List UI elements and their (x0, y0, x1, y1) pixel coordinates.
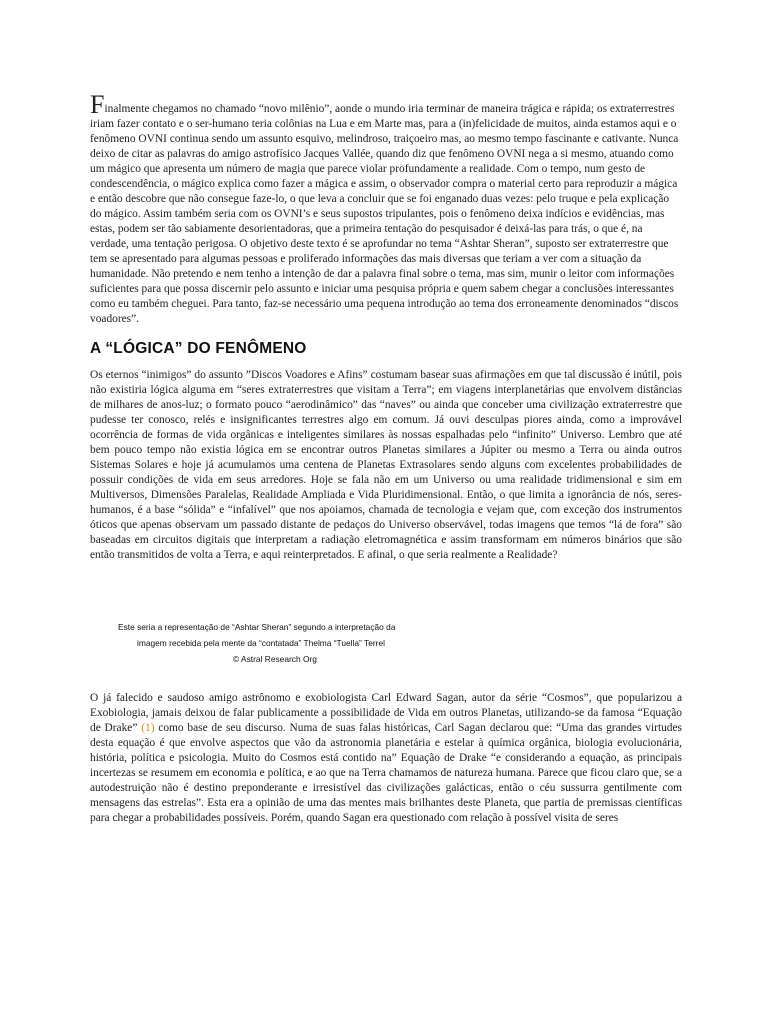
sagan-text-before: O já falecido e saudoso amigo astrônomo e exobiologista Carl Edward Sagan, autor da série “Cosmos”, que popularizou a Exobiologia, jamais deixou de falar publicamente a possibilidade de Vida em outros Planetas, utilizando-se da famosa “Equação de Drake” (90, 692, 682, 734)
footnote-reference-link[interactable]: (1) (141, 722, 155, 734)
caption-credit: © Astral Research Org (233, 654, 317, 664)
intro-text: inalmente chegamos no chamado “novo milênio”, aonde o mundo iria terminar de maneira trágica e rápida; os extraterrestres iriam fazer contato e o ser-humano teria colônias na Lua e em Marte mas, para a (in)felicidade de muitos, ainda estamos aqui e o fenômeno OVNI continua sendo um assunto esquivo, melindroso, traiçoeiro mas, ao mesmo tempo fascinante e cativante. Nunca deixo de citar as palavras do amigo astrofísico Jacques Vallée, quando diz que fenômeno OVNI nega a si mesmo, atuando como um mágico que apresenta um número de magia que parece violar profundamente a realidade. Com o tempo, num gesto de condescendência, o mágico explica como fazer a mágica e assim, o observador compra o material certo para reproduzir a mágica e então descobre que não consegue faze-lo, o que leva a concluir que se foi enganado duas vezes: pelo truque e pela explicação do mágico. Assim também seria com os OVNI’s e seus supostos tripulantes, pois o fenômeno deixa indícios e evidências, mas estas, podem ser tão sabiamente desorientadoras, que a primeira tentação do pesquisador é deixá-las para trás, o que é, na verdade, uma tentação perigosa. O objetivo deste texto é se aprofundar no tema “Ashtar Sheran”, suposto ser extraterrestre que tem se apresentado para algumas pessoas e proliferado informações das mais diversas que teriam a ver com a situação da humanidade. Não pretendo e nem tenho a intenção de dar a palavra final sobre o tema, mas sim, munir o leitor com informações suficientes para que possa discernir pelo assunto e iniciar uma pesquisa própria e quem sabem chegar a conclusões interessantes como eu também cheguei. Para tanto, faz-se necessário uma pequena introdução ao tema dos erroneamente denominados “discos voadores”. (90, 103, 679, 325)
caption-line-2: imagem recebida pela mente da “contatada” Thelma “Tuella” Terrel (137, 638, 385, 648)
image-caption (90, 619, 682, 667)
sagan-text-after: como base de seu discurso. Numa de suas falas históricas, Carl Sagan declarou que: “Uma das grandes virtudes desta equação é que envolve aspectos que vão da astronomia planetária e estelar à química orgânica, biologia evolucionária, história, política e psicologia. Muito do Cosmos está contido na” Equação de Drake “e considerando a equação, as principais incertezas se resumem em economia e política, e ao que na Terra chamamos de natureza humana. Parece que ficou claro que, se a autodestruição não é destino preponderante e irresistível das civilizações galácticas, então o céu sussurra gentilmente com mensagens das estrelas”. Esta era a opinião de uma das mentes mais brilhantes deste Planeta, que partia de premissas científicas para chegar a probabilidades possíveis. Porém, quando Sagan era questionado com relação à possível visita de seres (90, 722, 682, 824)
paragraph-logica: Os eternos “inimigos” do assunto ”Discos Voadores e Afins” costumam basear suas afirmações em que tal discussão é inútil, pois não existiria lógica alguma em “seres extraterrestres que visitam a Terra”; em viagens interplanetárias que envolvem distâncias de milhares de anos-luz; o formato pouco “aerodinâmico” das “naves” ou ainda que conceber uma civilização extraterrestre que pudesse ter conosco, relés e insignificantes terrestres algo em comum. Já ouvi desculpas piores ainda, como a improvável ocorrência de formas de vida orgânicas e inteligentes similares às nossas espalhadas pelo “infinito” Universo. Lembro que até bem pouco tempo não existia lógica em se encontrar outros Planetas similares a Júpiter ou mesmo a Terra ou ainda outros Sistemas Solares e hoje já acumulamos uma centena de Planetas Extrasolares sendo alguns com excelentes probabilidades de possuir condições de vida em seus arredores. Hoje se fala não em um Universo ou uma realidade tridimensional e sim em Multiversos, Dimensões Paralelas, Realidade Ampliada e Vida Pluridimensional. Então, o que limita a ignorância de nós, seres-humanos, é a base “sólida” e “infalível” que nos apoiamos, chamada de tecnologia e vejam que, com exceção dos instrumentos óticos que apenas observam um passado distante de pedaços do Universo observável, todas imagens que temos “lá de fora” são baseadas em circuitos digitais que interpretam a radiação eletromagnética e assim transformam em números binários que são então transmitidos de volta a Terra, e aqui reinterpretados. E afinal, o que seria realmente a Realidade? (90, 369, 682, 561)
drop-cap: F (90, 90, 105, 119)
caption-line-1: Este seria a representação de “Ashtar Sheran” segundo a interpretação da (118, 622, 396, 632)
document-page (90, 90, 682, 826)
section-heading: A “LÓGICA” DO FENÔMENO (90, 340, 307, 357)
intro-paragraph (90, 90, 682, 327)
paragraph-sagan (90, 691, 682, 826)
